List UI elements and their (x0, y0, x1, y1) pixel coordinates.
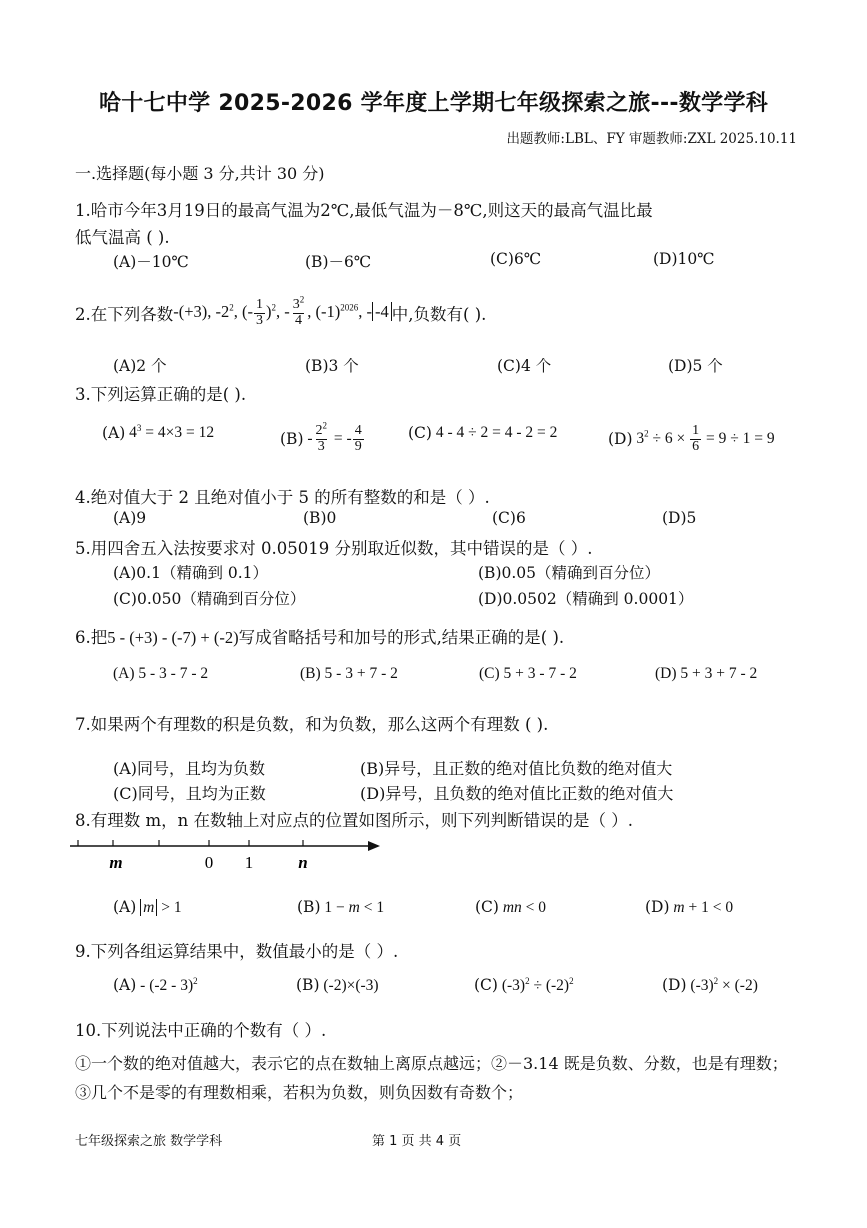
label-n: n (298, 853, 308, 872)
q1-option-a: (A)－10℃ (113, 253, 189, 271)
footer-page-number: 第 1 页 共 4 页 (372, 1134, 462, 1149)
q2-option-d: (D)5 个 (668, 357, 723, 375)
q9-option-d: (D) $(-3)^2 \times (-2)$ (662, 975, 758, 994)
exam-title: 哈十七中学 2025-2026 学年度上学期七年级探索之旅---数学学科 (98, 91, 769, 116)
q6-expression: 5 - (+3) - (-7) + (-2) (107, 628, 239, 647)
q5-option-a: (A)0.1（精确到 0.1） (113, 564, 269, 582)
q3-option-a: (A) $4^3 = 4\times 3 = 12$ (102, 422, 215, 442)
label-zero: 0 (204, 853, 214, 872)
q7-option-b: (B)异号，且正数的绝对值比负数的绝对值大 (360, 759, 673, 778)
q8-option-a: (A) m > 1 (113, 898, 182, 916)
q5-option-b: (B)0.05（精确到百分位） (478, 564, 660, 582)
q7-option-d: (D)异号，且负数的绝对值比正数的绝对值大 (360, 784, 674, 803)
q2-suffix: 中,负数有( ). (391, 305, 487, 325)
q4-option-a: (A)9 (113, 509, 147, 527)
q8-option-c: (C) mn < 0 (475, 898, 547, 916)
q8-option-d: (D) m + 1 < 0 (645, 898, 734, 916)
q7-option-a: (A)同号，且均为负数 (113, 759, 266, 778)
q8-number-line (68, 832, 388, 876)
q6-option-d: (D) 5 + 3 + 7 - 2 (655, 665, 758, 682)
label-m: m (109, 853, 123, 872)
q6-option-c: (C) 5 + 3 - 7 - 2 (479, 665, 577, 682)
q5-option-c: (C)0.050（精确到百分位） (113, 590, 306, 608)
q4-option-d: (D)5 (662, 509, 697, 527)
q8-option-b: (B) 1 − m < 1 (297, 898, 385, 916)
q10-stem: 10.下列说法中正确的个数有（ ）. (75, 1021, 327, 1040)
q3-option-c: (C) 4 - 4 ÷ 2 = 4 - 2 = 2 (408, 424, 558, 442)
q3-option-b: (B) - $\frac{2^2}{3}$ = - $\frac{4}{9}$ (280, 420, 362, 454)
q9-stem: 9.下列各组运算结果中，数值最小的是（ ）. (75, 942, 399, 961)
q6-stem: 6.把5 - (+3) - (-7) + (-2)写成省略括号和加号的形式,结果正确的是( ). (75, 628, 565, 647)
q1-line2: 低气温高 ( ). (75, 228, 170, 247)
q2-stem (75, 294, 487, 328)
q9-option-b: (B) (-2)×(-3) (296, 976, 379, 994)
q7-stem: 7.如果两个有理数的积是负数，和为负数，那么这两个有理数 ( ). (75, 715, 549, 734)
section-heading: 一.选择题(每小题 3 分,共计 30 分) (75, 164, 325, 183)
q5-option-d: (D)0.0502（精确到 0.0001） (478, 590, 694, 608)
q1-line1: 1.哈市今年3月19日的最高气温为2℃,最低气温为－8℃,则这天的最高气温比最 (75, 201, 653, 220)
label-one: 1 (244, 853, 254, 872)
q2-option-c: (C)4 个 (497, 357, 552, 375)
q2-option-a: (A)2 个 (113, 357, 167, 375)
q2-prefix: 2.在下列各数 (75, 305, 174, 325)
q4-option-b: (B)0 (303, 509, 337, 527)
q10-statements: ①一个数的绝对值越大，表示它的点在数轴上离原点越远；②－3.14 既是负数、分数，也是有理数；③几个不是零的有理数相乘，若积为负数，则负因数有奇数个； (75, 1054, 788, 1102)
q7-option-c: (C)同号，且均为正数 (113, 784, 266, 803)
q3-stem: 3.下列运算正确的是( ). (75, 385, 247, 404)
q4-stem: 4.绝对值大于 2 且绝对值小于 5 的所有整数的和是（ ）. (75, 488, 490, 507)
q2-option-b: (B)3 个 (305, 357, 359, 375)
exam-authors: 出题教师:LBL、FY 审题教师:ZXL 2025.10.11 (506, 131, 797, 147)
q6-option-a: (A) 5 - 3 - 7 - 2 (113, 665, 209, 682)
q5-stem: 5.用四舍五入法按要求对 0.05019 分别取近似数，其中错误的是（ ）. (75, 539, 593, 558)
q6-option-b: (B) 5 - 3 + 7 - 2 (300, 665, 398, 682)
q3-option-d: (D) $3^2 \div 6$ × $\frac{1}{6}$ = 9 ÷ 1 = 9 (608, 423, 775, 454)
q4-option-c: (C)6 (492, 509, 526, 527)
q8-stem: 8.有理数 m，n 在数轴上对应点的位置如图所示，则下列判断错误的是（ ）. (75, 811, 633, 830)
q2-number-list: -(+3), $-2^2$, (- $\frac{1}{3}$ )$^2$, - $\frac{3^2}{4}$ , $(-1)^{2026}$, - -4 (173, 298, 392, 328)
q1-option-d: (D)10℃ (653, 250, 715, 268)
footer-subject: 七年级探索之旅 数学学科 (75, 1134, 223, 1149)
q9-option-c: (C) $(-3)^2 \div (-2)^2$ (474, 975, 574, 994)
number-line-arrow (368, 841, 380, 851)
q1-option-b: (B)－6℃ (305, 253, 372, 271)
q1-option-c: (C)6℃ (490, 250, 542, 268)
q9-option-a: (A) - (-2 - 3)$^2$ (113, 975, 198, 994)
